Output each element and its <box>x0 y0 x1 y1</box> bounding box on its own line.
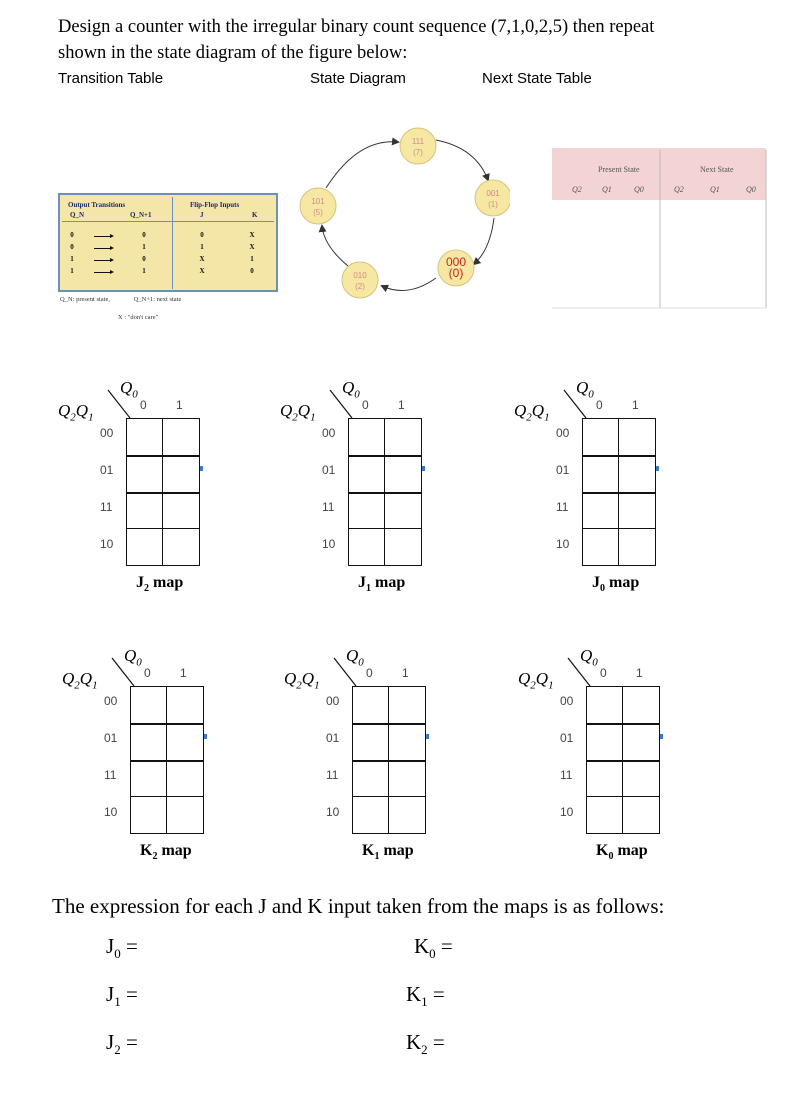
state-code: 010 <box>353 271 367 280</box>
kmap-cell[interactable] <box>389 761 425 798</box>
kmap-cell[interactable] <box>349 529 385 566</box>
kmap-row-label: 01 <box>326 731 340 745</box>
kmap-cell[interactable] <box>623 761 659 798</box>
state-node <box>342 262 378 298</box>
kmap-row-label: 00 <box>560 694 574 708</box>
kmap-cell[interactable] <box>619 419 655 456</box>
tt-qn1-value: 0 <box>142 231 146 239</box>
state-node <box>475 180 510 216</box>
tt-qn-value: 0 <box>70 243 74 251</box>
kmap-col-label: 1 <box>632 398 639 412</box>
q0-label: $Q_0$ <box>342 378 360 401</box>
state-diagram <box>298 118 510 330</box>
kmap-row-label: 00 <box>322 426 336 440</box>
q2q1-label: $Q_2Q_1$ <box>518 669 554 692</box>
kmap-cell[interactable] <box>583 529 619 566</box>
expression-k0: $K_0$ = <box>414 934 453 962</box>
kmap-col-label: 1 <box>398 398 405 412</box>
kmap-col-label: 0 <box>362 398 369 412</box>
kmap-caption: $K_1$ map <box>362 842 414 863</box>
problem-statement <box>58 14 738 66</box>
tt-k-value: 0 <box>250 267 254 275</box>
kmap-row-label: 00 <box>326 694 340 708</box>
tt-qn1-value: 1 <box>142 243 146 251</box>
kmap-row-label: 11 <box>100 500 113 514</box>
tt-qn-value: 1 <box>70 255 74 263</box>
next-state-table <box>550 148 768 310</box>
kmap-grid <box>126 418 200 566</box>
tt-qn-value: 0 <box>70 231 74 239</box>
kmap-caption: $J_2$ map <box>136 574 184 595</box>
kmap-grid <box>352 686 426 834</box>
kmap-cell[interactable] <box>353 797 389 834</box>
state-code: 111 <box>411 137 425 146</box>
kmap-cell[interactable] <box>353 687 389 724</box>
kmap-row-label: 10 <box>100 537 114 551</box>
legend-present: Q_N: present state, <box>60 296 111 303</box>
kmap-cell[interactable] <box>619 456 655 493</box>
state-node <box>300 188 336 224</box>
tt-j-value: 0 <box>200 231 204 239</box>
kmap-cell[interactable] <box>619 529 655 566</box>
expression-k1: $K_1$ = <box>406 982 445 1010</box>
kmap-cell[interactable] <box>163 529 199 566</box>
state-diagram-heading: State Diagram <box>310 70 406 87</box>
kmap-cell[interactable] <box>349 493 385 530</box>
kmap-k2 <box>62 646 272 876</box>
kmap-cell[interactable] <box>623 687 659 724</box>
expression-j0: $J_0$ = <box>106 934 138 962</box>
state-col-label: Q0 <box>634 185 644 194</box>
kmap-cell[interactable] <box>127 419 163 456</box>
kmap-col-label: 0 <box>600 666 607 680</box>
kmap-cell[interactable] <box>583 419 619 456</box>
kmap-row-label: 00 <box>556 426 570 440</box>
kmap-col-label: 1 <box>402 666 409 680</box>
state-col-label: Q1 <box>710 185 720 194</box>
state-decimal: (2) <box>355 282 365 291</box>
q2q1-label: $Q_2Q_1$ <box>62 669 98 692</box>
flip-flop-inputs-header: Flip-Flop Inputs <box>190 201 240 209</box>
kmap-grid <box>130 686 204 834</box>
arrow-right-icon <box>94 236 112 237</box>
transition-arrow <box>436 140 488 180</box>
kmap-row-label: 01 <box>556 463 570 477</box>
kmap-cell[interactable] <box>131 724 167 761</box>
kmap-cell[interactable] <box>167 797 203 834</box>
q2q1-label: $Q_2Q_1$ <box>284 669 320 692</box>
kmap-cell[interactable] <box>349 456 385 493</box>
kmap-grid <box>582 418 656 566</box>
marker-dot <box>200 466 203 471</box>
tt-k-value: X <box>249 231 255 239</box>
kmap-row-label: 00 <box>104 694 118 708</box>
kmap-cell[interactable] <box>385 419 421 456</box>
kmap-grid <box>586 686 660 834</box>
kmap-cell[interactable] <box>587 724 623 761</box>
problem-line-1: Design a counter with the irregular binary count sequence (7,1,0,2,5) then repeat <box>58 17 655 37</box>
kmap-col-label: 0 <box>366 666 373 680</box>
q0-label: $Q_0$ <box>124 646 142 669</box>
kmap-cell[interactable] <box>619 493 655 530</box>
transition-legend <box>60 296 181 303</box>
kmap-j2 <box>58 378 268 608</box>
q2q1-label: $Q_2Q_1$ <box>514 401 550 424</box>
kmap-row-label: 01 <box>100 463 114 477</box>
kmap-cell[interactable] <box>623 797 659 834</box>
kmap-caption: $J_0$ map <box>592 574 640 595</box>
kmap-cell[interactable] <box>131 797 167 834</box>
present-state-header: Present State <box>598 165 640 174</box>
legend-dontcare: X : "don't care" <box>118 314 159 321</box>
transition-arrow <box>326 142 398 188</box>
q0-label: $Q_0$ <box>120 378 138 401</box>
tt-j-value: X <box>199 267 205 275</box>
expression-j2: $J_2$ = <box>106 1030 138 1058</box>
tt-k-value: 1 <box>250 255 254 263</box>
q0-label: $Q_0$ <box>346 646 364 669</box>
kmap-row-label: 10 <box>322 537 336 551</box>
state-col-label: Q2 <box>674 185 684 194</box>
kmap-row-label: 00 <box>100 426 114 440</box>
kmap-cell[interactable] <box>167 761 203 798</box>
expression-j1: $J_1$ = <box>106 982 138 1010</box>
q0-label: $Q_0$ <box>576 378 594 401</box>
transition-table <box>58 193 278 292</box>
kmap-cell[interactable] <box>127 529 163 566</box>
tt-k-value: X <box>249 243 255 251</box>
kmap-row-label: 10 <box>104 805 118 819</box>
next-state-table-heading: Next State Table <box>482 70 592 87</box>
kmap-cell[interactable] <box>127 456 163 493</box>
col-j: J <box>200 211 204 219</box>
kmap-cell[interactable] <box>353 724 389 761</box>
output-transitions-header: Output Transitions <box>68 201 126 209</box>
problem-line-2: shown in the state diagram of the figure below: <box>58 43 408 63</box>
state-decimal: (0) <box>448 266 464 280</box>
kmap-row-label: 11 <box>326 768 339 782</box>
kmap-cell[interactable] <box>587 761 623 798</box>
kmap-col-label: 1 <box>176 398 183 412</box>
kmap-cell[interactable] <box>587 687 623 724</box>
state-decimal: (7) <box>413 148 423 157</box>
kmap-caption: $K_0$ map <box>596 842 648 863</box>
kmap-cell[interactable] <box>587 797 623 834</box>
kmap-row-label: 01 <box>560 731 574 745</box>
state-node <box>438 250 474 286</box>
kmap-cell[interactable] <box>583 493 619 530</box>
kmap-cell[interactable] <box>353 761 389 798</box>
transition-arrow <box>322 226 348 266</box>
kmap-cell[interactable] <box>163 419 199 456</box>
kmap-cell[interactable] <box>131 687 167 724</box>
state-decimal: (1) <box>488 200 498 209</box>
state-col-label: Q2 <box>572 185 582 194</box>
kmap-cell[interactable] <box>389 724 425 761</box>
tt-qn1-value: 0 <box>142 255 146 263</box>
tt-j-value: X <box>199 255 205 263</box>
q2q1-label: $Q_2Q_1$ <box>58 401 94 424</box>
kmap-cell[interactable] <box>385 493 421 530</box>
kmap-cell[interactable] <box>385 529 421 566</box>
col-qn1: Q_N+1 <box>130 211 152 219</box>
kmap-row-label: 10 <box>560 805 574 819</box>
arrow-right-icon <box>94 248 112 249</box>
state-code: 001 <box>486 189 500 198</box>
legend-next: Q_N+1: next state <box>133 296 182 303</box>
kmap-caption: $J_1$ map <box>358 574 406 595</box>
kmap-row-label: 01 <box>104 731 118 745</box>
arrow-right-icon <box>94 272 112 273</box>
kmap-cell[interactable] <box>349 419 385 456</box>
state-node <box>400 128 436 164</box>
kmap-cell[interactable] <box>389 687 425 724</box>
kmap-row-label: 01 <box>322 463 336 477</box>
kmap-row-label: 11 <box>556 500 569 514</box>
marker-dot <box>426 734 429 739</box>
expressions-title: The expression for each J and K input taken from the maps is as follows: <box>52 894 665 918</box>
kmap-cell[interactable] <box>131 761 167 798</box>
kmap-caption: $K_2$ map <box>140 842 192 863</box>
kmap-cell[interactable] <box>167 687 203 724</box>
marker-dot <box>422 466 425 471</box>
kmap-cell[interactable] <box>385 456 421 493</box>
kmap-col-label: 0 <box>144 666 151 680</box>
col-qn: Q_N <box>70 211 84 219</box>
marker-dot <box>660 734 663 739</box>
kmap-j1 <box>280 378 490 608</box>
kmap-col-label: 0 <box>596 398 603 412</box>
kmap-col-label: 0 <box>140 398 147 412</box>
kmap-row-label: 11 <box>560 768 573 782</box>
state-col-label: Q0 <box>746 185 756 194</box>
kmap-cell[interactable] <box>163 456 199 493</box>
kmap-col-label: 1 <box>636 666 643 680</box>
kmap-row-label: 11 <box>322 500 335 514</box>
kmap-grid <box>348 418 422 566</box>
transition-arrow <box>474 218 494 264</box>
kmap-col-label: 1 <box>180 666 187 680</box>
kmap-row-label: 11 <box>104 768 117 782</box>
q2q1-label: $Q_2Q_1$ <box>280 401 316 424</box>
kmap-row-label: 10 <box>326 805 340 819</box>
tt-j-value: 1 <box>200 243 204 251</box>
kmap-cell[interactable] <box>167 724 203 761</box>
marker-dot <box>204 734 207 739</box>
tt-qn1-value: 1 <box>142 267 146 275</box>
arrow-right-icon <box>94 260 112 261</box>
next-state-header: Next State <box>700 165 734 174</box>
transition-arrow <box>382 278 436 291</box>
kmap-cell[interactable] <box>389 797 425 834</box>
marker-dot <box>656 466 659 471</box>
state-decimal: (5) <box>313 208 323 217</box>
state-code: 101 <box>311 197 325 206</box>
kmap-k0 <box>518 646 728 876</box>
expression-k2: $K_2$ = <box>406 1030 445 1058</box>
state-col-label: Q1 <box>602 185 612 194</box>
kmap-cell[interactable] <box>583 456 619 493</box>
kmap-cell[interactable] <box>127 493 163 530</box>
state-code: 000 <box>445 255 467 269</box>
q0-label: $Q_0$ <box>580 646 598 669</box>
col-k: K <box>252 211 258 219</box>
kmap-cell[interactable] <box>163 493 199 530</box>
kmap-row-label: 10 <box>556 537 570 551</box>
kmap-j0 <box>514 378 724 608</box>
transition-table-heading: Transition Table <box>58 70 164 87</box>
kmap-k1 <box>284 646 494 876</box>
tt-qn-value: 1 <box>70 267 74 275</box>
kmap-cell[interactable] <box>623 724 659 761</box>
